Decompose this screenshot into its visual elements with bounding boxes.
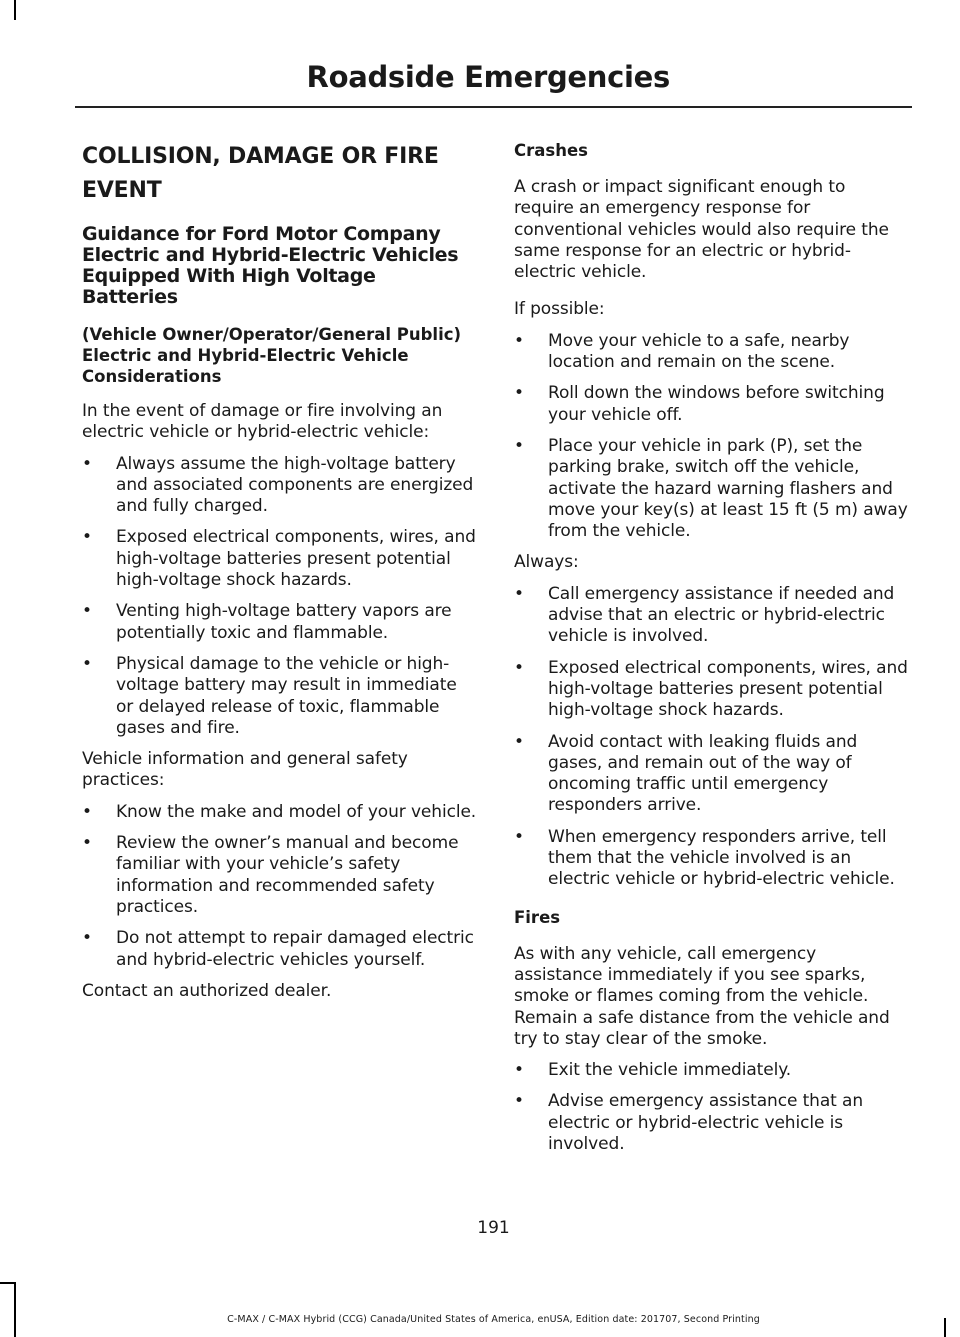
list-item: • Physical damage to the vehicle or high-voltage battery may result in immediate or delayed release of toxic, flammable gases and fire. <box>82 653 457 738</box>
bullet-glyph: • <box>514 383 524 404</box>
bullet-glyph: • <box>514 657 524 678</box>
list-item: • Venting high-voltage battery vapors are potentially toxic and flammable. <box>82 601 452 643</box>
list-item: • Roll down the windows before switching your vehicle off. <box>514 383 885 425</box>
crop-mark-bottom-left-h <box>0 1282 16 1284</box>
crashes-paragraph: A crash or impact significant enough to require an emergency response for conventional vehicles would also require the same response for an electric or hybrid-electric vehicle. <box>514 177 889 283</box>
left-column <box>82 140 477 1012</box>
list-item: • Move your vehicle to a safe, nearby location and remain on the scene. <box>514 330 850 373</box>
fires-heading: Fires <box>514 907 561 927</box>
list-item: • Advise emergency assistance that an electric or hybrid-electric vehicle is involved. <box>514 1091 864 1154</box>
bullet-glyph: • <box>82 833 92 854</box>
damage-bullet-list <box>82 454 477 740</box>
header-rule <box>75 106 912 108</box>
fires-bullet-list <box>514 1060 909 1155</box>
always-bullet-list <box>514 584 909 891</box>
page-header-title: Roadside Emergencies <box>306 60 670 94</box>
bullet-glyph: • <box>514 583 524 604</box>
section-title-line-1: COLLISION, DAMAGE OR FIRE <box>82 144 439 169</box>
bullet-glyph: • <box>514 731 524 752</box>
considerations-heading: Electric and Hybrid-Electric Vehicle Considerations <box>82 346 409 386</box>
list-item: • Review the owner’s manual and become familiar with your vehicle’s safety information and recommended safety practices. <box>82 833 459 917</box>
list-item: • Exit the vehicle immediately. <box>514 1060 792 1081</box>
practices-intro: Vehicle information and general safety practices: <box>82 749 408 791</box>
list-item: • Do not attempt to repair damaged electric and hybrid-electric vehicles yourself. <box>82 928 474 970</box>
possible-bullet-list <box>514 331 909 543</box>
audience-heading: (Vehicle Owner/Operator/General Public) <box>82 325 462 344</box>
bullet-glyph: • <box>82 653 92 674</box>
if-possible-label: If possible: <box>514 299 605 320</box>
page-footer: C-MAX / C-MAX Hybrid (CCG) Canada/United States of America, enUSA, Edition date: 201707, Second Printing <box>227 1314 760 1325</box>
bullet-glyph: • <box>82 928 92 949</box>
practice-bullet-list <box>82 802 477 971</box>
bullet-glyph: • <box>514 1060 524 1081</box>
section-title <box>82 140 477 208</box>
bullet-glyph: • <box>82 601 92 622</box>
page-number: 191 <box>477 1218 510 1238</box>
fires-paragraph: As with any vehicle, call emergency assistance immediately if you see sparks, smoke or flames coming from the vehicle. Remain a safe distance from the vehicle and try to stay clear of the smoke. <box>514 943 890 1049</box>
list-item: • Place your vehicle in park (P), set the parking brake, switch off the vehicle, activate the hazard warning flashers and move your key(s) at least 15 ft (5 m) away from the vehicle. <box>514 435 908 542</box>
subsection-title: Guidance for Ford Motor Company Electric and Hybrid-Electric Vehicles Equipped With High Voltage Batteries <box>82 223 459 308</box>
list-item: • Exposed electrical components, wires, and high-voltage batteries present potential high-voltage shock hazards. <box>514 657 908 721</box>
bullet-glyph: • <box>514 1091 524 1112</box>
contact-paragraph: Contact an authorized dealer. <box>82 980 332 1001</box>
bullet-glyph: • <box>82 453 92 474</box>
crop-mark-top-left <box>14 0 16 20</box>
list-item: • Call emergency assistance if needed and advise that an electric or hybrid-electric vehicle is involved. <box>514 583 895 647</box>
bullet-glyph: • <box>514 435 524 456</box>
list-item: • When emergency responders arrive, tell them that the vehicle involved is an electric vehicle or hybrid-electric vehicle. <box>514 826 895 890</box>
right-column <box>514 140 909 1165</box>
list-item: • Avoid contact with leaking fluids and gases, and remain out of the way of oncoming traffic until emergency responders arrive. <box>514 731 858 816</box>
section-title-line-2: EVENT <box>82 178 162 203</box>
bullet-glyph: • <box>82 527 92 548</box>
crashes-heading: Crashes <box>514 141 588 160</box>
bullet-glyph: • <box>514 330 524 351</box>
intro-paragraph: In the event of damage or fire involving an electric vehicle or hybrid-electric vehicle: <box>82 401 443 443</box>
bullet-glyph: • <box>82 801 92 822</box>
crop-mark-bottom-left <box>14 1282 16 1337</box>
always-label: Always: <box>514 552 579 573</box>
list-item: • Always assume the high-voltage battery and associated components are energized and fully charged. <box>82 453 474 517</box>
bullet-glyph: • <box>514 826 524 847</box>
list-item: • Exposed electrical components, wires, and high-voltage batteries present potential high-voltage shock hazards. <box>82 527 476 591</box>
list-item: • Know the make and model of your vehicle. <box>82 801 477 822</box>
